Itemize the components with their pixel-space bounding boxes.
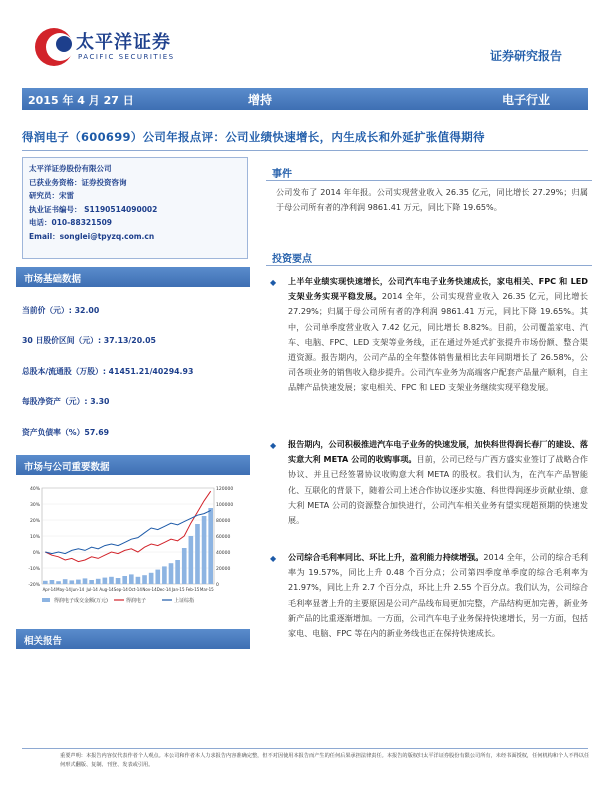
report-banner	[22, 88, 588, 110]
bullet-2-body: 目前，公司已经与广西方盛实业签订了战略合作协议、并且已经签署协议收购意大利 META 的股权。我们认为，在汽车产品智能化、互联化的背景下，随着公司上述合作协议逐步实施、科世得润逐步贡献业绩、意大利 META 公司的资源整合加快进行，公司汽车相关业务有望实现超预期的快速发展。	[288, 454, 588, 526]
bullet-2	[288, 437, 588, 528]
chart-section-header-label: 市场与公司重要数据	[24, 462, 110, 473]
chart-volume-bar	[56, 581, 61, 584]
chart-y-right-tick: 80000	[216, 519, 231, 524]
chart-y-left-tick: 10%	[29, 535, 40, 540]
title-divider	[22, 150, 588, 151]
chart-volume-bar	[103, 578, 108, 584]
chart-volume-bar	[142, 575, 147, 584]
logo-text-en: PACIFIC SECURITIES	[78, 53, 175, 61]
report-title: 得润电子（600699）公司年报点评：公司业绩快速增长，内生成长和外延扩张值得期待	[22, 130, 485, 144]
chart-x-tick: Sep-14	[113, 587, 128, 592]
chart-volume-bar	[43, 581, 48, 584]
metric-nav: 每股净资产（元）: 3.30	[22, 397, 110, 406]
chart-y-left-tick: -10%	[28, 567, 40, 572]
chart-x-tick: Nov-14	[142, 587, 157, 592]
bullet-3-lead: 公司综合毛利率同比、环比上升，盈利能力持续增强。	[288, 552, 484, 562]
report-type: 证券研究报告	[489, 49, 562, 63]
chart-volume-bar	[202, 516, 207, 584]
bullet-diamond-icon: ◆	[270, 278, 277, 287]
chart-x-tick: Jan-15	[171, 587, 185, 592]
chart-volume-bar	[50, 580, 55, 584]
chart-volume-bar	[76, 580, 81, 584]
chart-volume-bar	[122, 576, 127, 584]
chart-volume-bar	[175, 560, 180, 584]
chart-x-tick: Apr-14	[42, 587, 56, 592]
chart-volume-bar	[96, 579, 101, 584]
chart-x-tick: May-14	[56, 587, 71, 592]
analyst-info-box	[22, 157, 248, 259]
bullet-3	[288, 550, 588, 641]
bullet-diamond-icon: ◆	[270, 441, 277, 450]
chart-y-right-tick: 120000	[216, 487, 234, 492]
bullet-1-lead: 上半年业绩实现快速增长，公司汽车电子业务快速成长，家电相关、FPC 和 LED 支架业务实现平稳发展。	[288, 276, 588, 302]
chart-x-tick: Feb-15	[185, 587, 200, 592]
chart-volume-bar	[109, 577, 114, 584]
metric-price: 当前价（元）: 32.00	[22, 306, 100, 315]
chart-x-tick: Jul-14	[86, 587, 98, 592]
analyst-researcher: 研究员：宋雷	[29, 191, 74, 201]
chart-x-tick: Mar-15	[199, 587, 214, 592]
bullet-diamond-icon: ◆	[270, 554, 277, 563]
chart-legend-label: 得润电子成交金额(万元)	[54, 598, 108, 604]
chart-y-left-tick: -20%	[28, 583, 40, 588]
chart-volume-bar	[182, 548, 187, 584]
chart-volume-bar	[169, 563, 174, 584]
analyst-cert: 执业证书编号： S1190514090002	[29, 204, 158, 214]
points-divider	[266, 265, 592, 266]
analyst-license: 已获业务资格：证券投资咨询	[29, 177, 127, 187]
chart-y-left-tick: 0%	[32, 551, 40, 556]
chart-y-right-tick: 40000	[216, 551, 231, 556]
chart-volume-bar	[149, 573, 154, 584]
bullet-2-lead: 报告期内，公司积极推进汽车电子业务的快速发展，加快科世得润长春厂的建设、落实意大利 META 公司的收购事项。	[288, 439, 588, 465]
stock-chart	[18, 480, 244, 612]
market-data-header	[16, 267, 250, 287]
market-data-header-label: 市场基础数据	[24, 274, 82, 285]
bullet-1	[288, 274, 588, 396]
chart-legend-swatch	[42, 598, 50, 602]
chart-y-left-tick: 40%	[29, 487, 40, 492]
rating-label: 增持	[248, 93, 273, 107]
related-reports-header-label: 相关报告	[24, 636, 63, 647]
report-date: 2015 年 4 月 27 日	[28, 94, 134, 107]
chart-x-tick: Dec-14	[156, 587, 171, 592]
chart-x-tick: Jun-14	[71, 587, 85, 592]
analyst-email[interactable]: Email：songlei@tpyzq.com.cn	[29, 231, 155, 241]
metric-shares: 总股本/流通股（万股）: 41451.21/40294.93	[22, 367, 194, 376]
disclaimer: 重要声明：本报告内容仅代表作者个人观点。本公司和作者本人力求报告内容准确完整，但不对因使用本报告而产生的任何后果承担法律责任。本报告的版权归太平洋证券股份有限公司所有，未经书面授权，任何机构和个人不得以任何形式翻版、复制、刊登、发表或引用。	[60, 753, 590, 768]
metric-range: 30 日股价区间（元）: 37.13/20.05	[22, 336, 156, 345]
chart-x-tick: Oct-14	[128, 587, 142, 592]
chart-volume-bar	[69, 580, 74, 584]
sector-label: 电子行业	[501, 93, 550, 107]
chart-volume-bar	[63, 579, 68, 584]
chart-volume-bar	[155, 570, 160, 584]
chart-y-right-tick: 60000	[216, 535, 231, 540]
chart-section-header	[16, 455, 250, 475]
event-text: 公司发布了 2014 年年报。公司实现营业收入 26.35 亿元，同比增长 27.29%；归属于母公司所有者的净利润 9861.41 万元，同比下降 19.65%。	[276, 187, 588, 213]
analyst-phone: 电话：010-88321509	[29, 218, 113, 228]
bullet-1-body: 2014 全年，公司实现营业收入 26.35 亿元，同比增长 27.29%；归属于母公司所有者的净利润 9861.41 万元，同比下降 19.65%。其中，公司单季度营业收入 7.42 亿元，同比增长 8.82%。目前，公司覆盖家电、汽车、电脑、FPC、LED 支架等业务线，正在通过外延式扩张提升市场份额、整合渠道资源。报告期内，公司产品的全年整体销售量相比去年同期增长了 26.58%，公司各项业务的销售收入稳步提升。公司汽车业务为高端客户配套产品量产顺利，自主品牌产品快速发展；家电相关、FPC 和 LED 支架业务继续实现平稳发展。	[288, 291, 588, 393]
points-heading: 投资要点	[272, 254, 312, 265]
analyst-company: 太平洋证券股份有限公司	[29, 164, 112, 173]
chart-volume-bar	[116, 578, 121, 584]
chart-y-left-tick: 20%	[29, 519, 40, 524]
chart-volume-bar	[136, 577, 141, 584]
chart-y-right-tick: 0	[216, 583, 219, 588]
chart-volume-bar	[162, 566, 167, 584]
related-reports-header	[16, 629, 250, 649]
event-heading: 事件	[272, 169, 292, 180]
event-divider	[266, 180, 592, 181]
chart-volume-bar	[129, 574, 134, 584]
footer-divider	[22, 748, 588, 749]
bullet-3-body: 2014 全年，公司的综合毛利率为 19.57%，同比上升 0.48 个百分点；公司第四季度单季度的综合毛利率为 21.97%，同比上升 2.7 个百分点，环比上升 2.55 个百分点。我们认为，公司综合毛利率显著上升的主要原因是公司产品线布局更加完整，产品结构更加完善，新业务新产品的比重逐渐增加。一方面，公司汽车电子业务保持快速增长，另一方面，包括家电、电脑、FPC 等在内的新业务线也正在保持快速成长。	[288, 552, 588, 639]
logo-text-cn: 太平洋证券	[76, 32, 171, 53]
metric-debt: 资产负债率（%）57.69	[22, 428, 110, 437]
chart-volume-bar	[89, 580, 94, 584]
chart-volume-bar	[83, 578, 88, 584]
chart-x-tick: Aug-14	[99, 587, 114, 592]
chart-legend-label: 得润电子	[126, 598, 147, 604]
chart-y-left-tick: 30%	[29, 503, 40, 508]
chart-y-right-tick: 20000	[216, 567, 231, 572]
chart-legend-label: 上证综指	[174, 598, 195, 604]
chart-volume-bar	[208, 508, 213, 584]
chart-volume-bar	[195, 524, 200, 584]
chart-y-right-tick: 100000	[216, 503, 234, 508]
chart-volume-bar	[189, 536, 194, 584]
